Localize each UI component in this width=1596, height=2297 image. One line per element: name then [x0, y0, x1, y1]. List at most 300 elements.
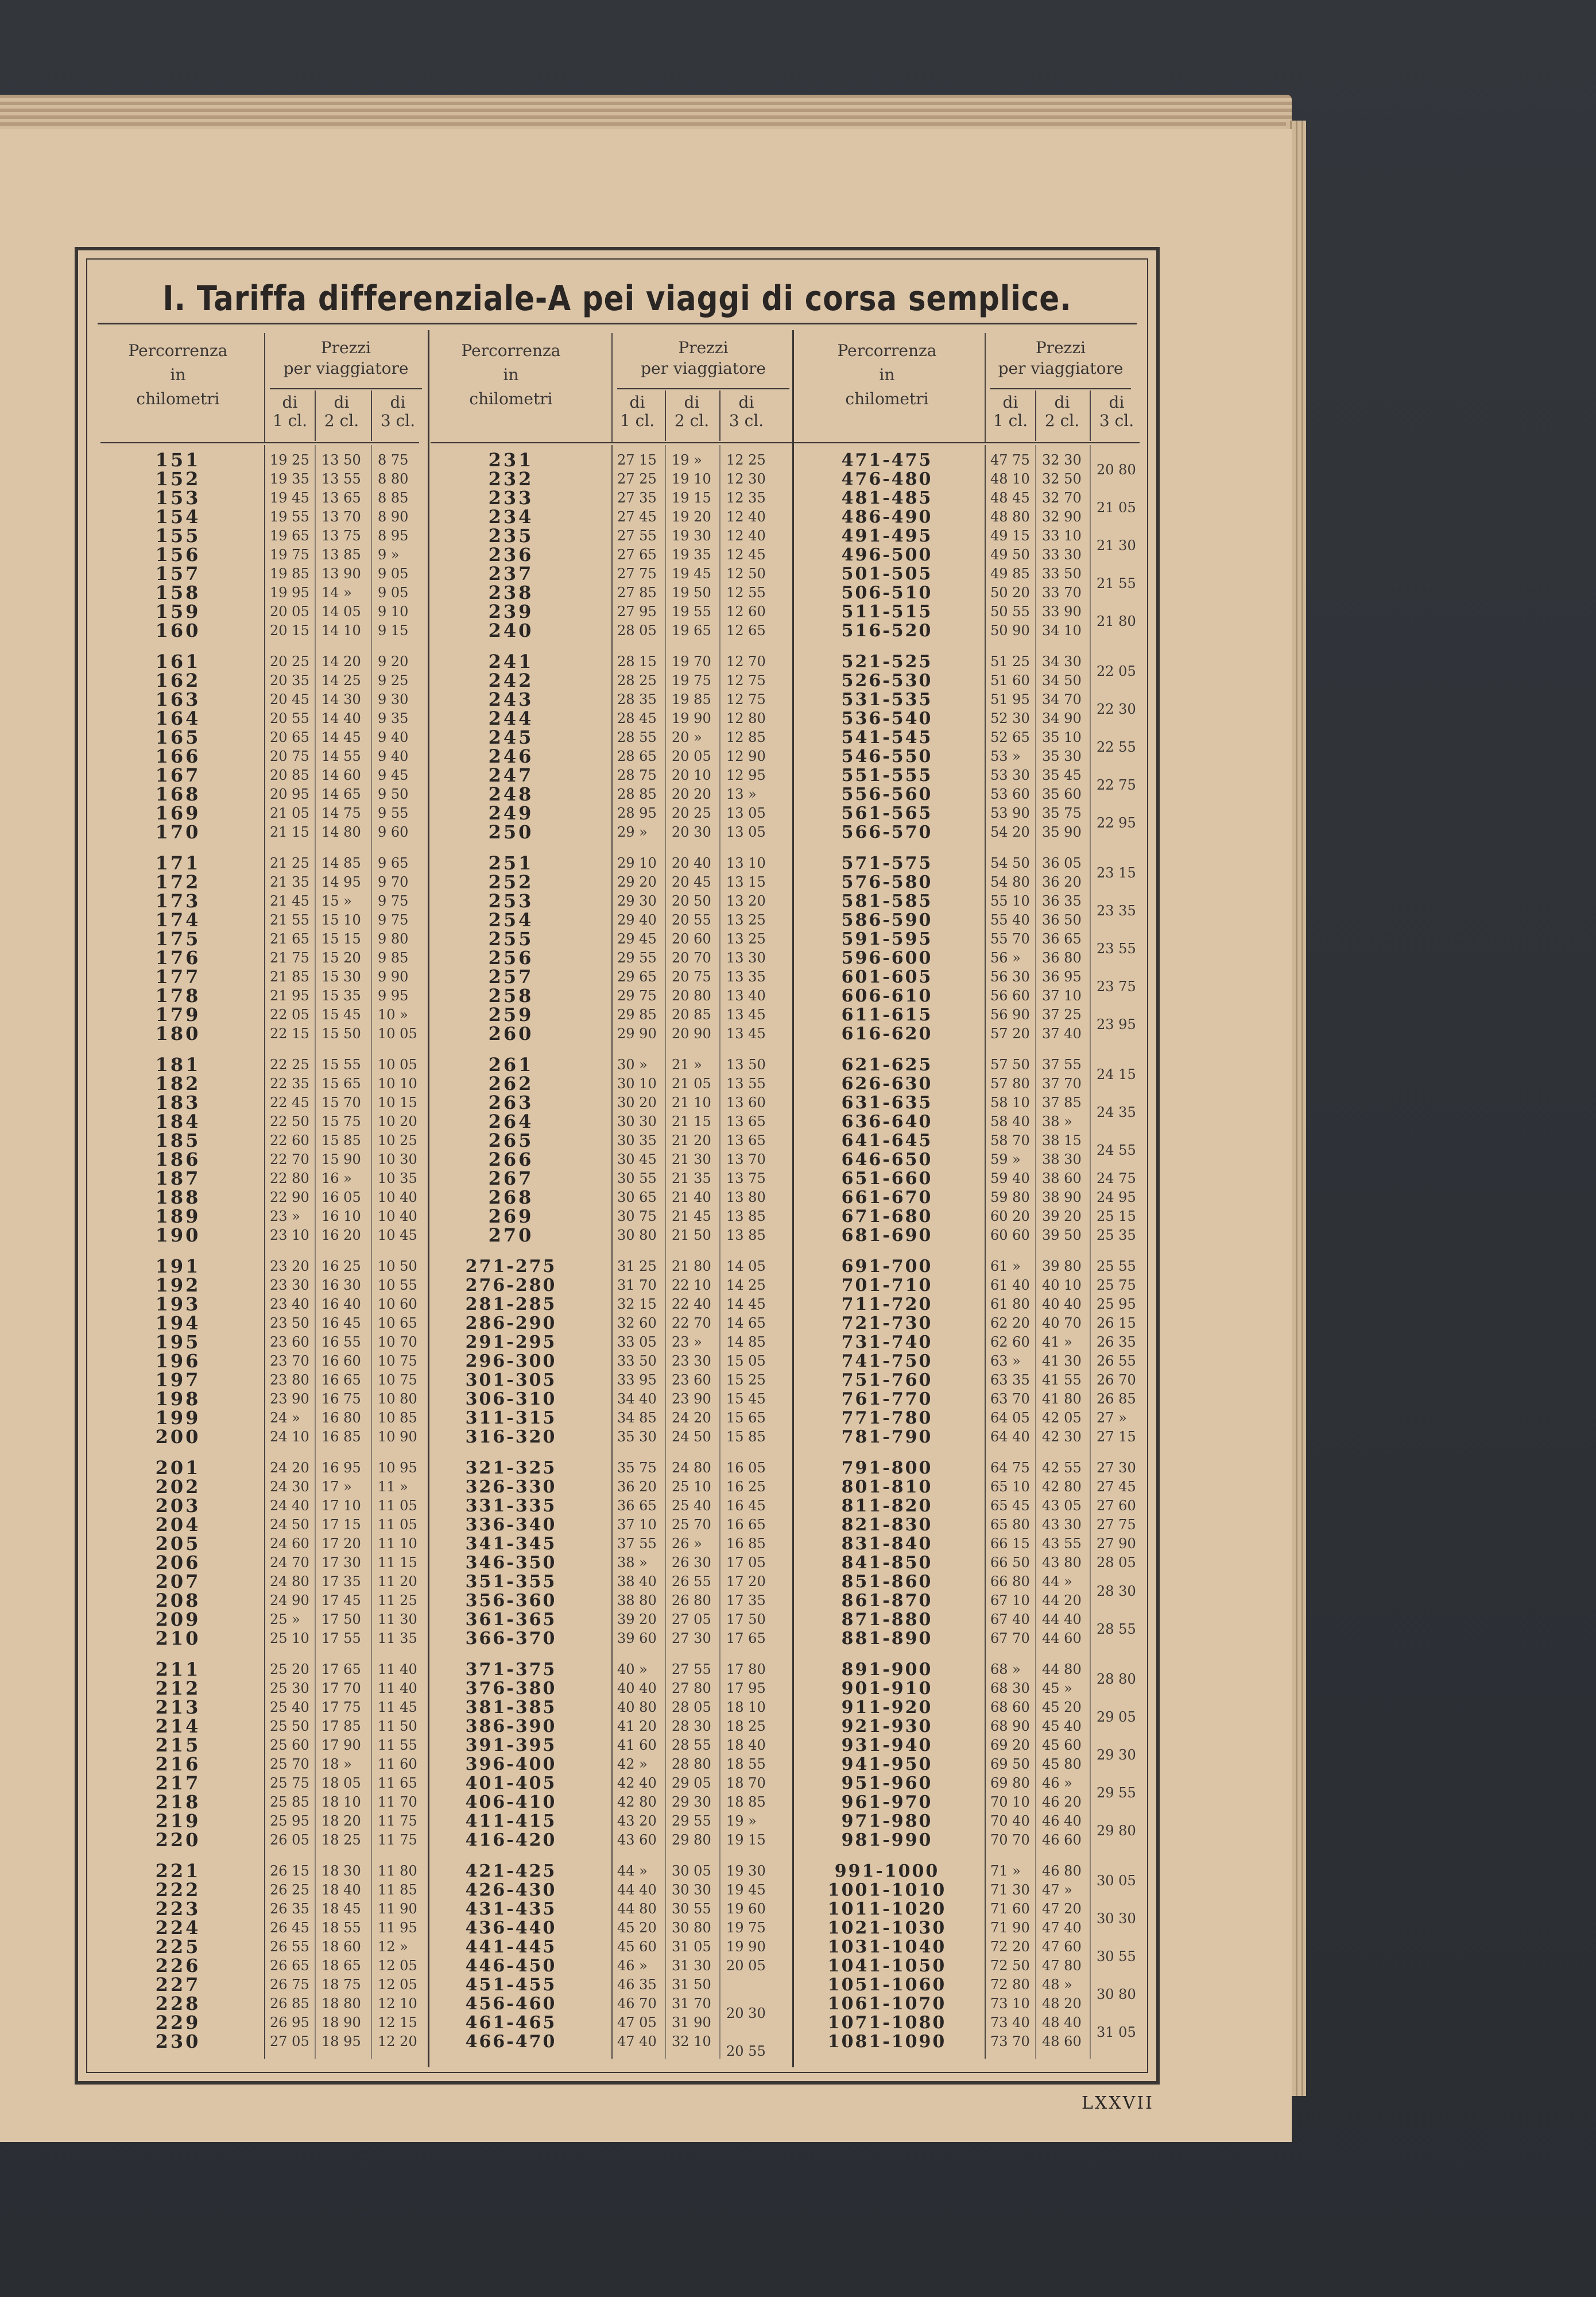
row-km: 561-565: [841, 803, 933, 823]
row-km: 258: [488, 985, 534, 1007]
row-km: 222: [155, 1879, 201, 1901]
price-1cl: 47 75: [990, 452, 1030, 468]
price-1cl: 20 45: [270, 691, 309, 707]
row-km: 235: [488, 525, 534, 547]
price-3cl-shared: 24 55: [1097, 1142, 1136, 1158]
table-row: [428, 508, 809, 527]
header-class-rule: [1035, 390, 1036, 441]
price-1cl: 46 70: [617, 1996, 657, 2012]
price-1cl: 58 40: [990, 1113, 1030, 1130]
table-row: [792, 785, 1148, 804]
price-1cl: 19 95: [270, 585, 309, 601]
price-3cl: 19 »: [726, 1813, 757, 1829]
price-1cl: 30 20: [617, 1095, 657, 1111]
price-3cl: 10 75: [378, 1353, 417, 1369]
price-2cl: 30 55: [672, 1901, 711, 1917]
price-3cl-shared: 28 80: [1097, 1671, 1136, 1687]
table-row: [792, 1698, 1148, 1717]
table-row: [792, 1515, 1148, 1534]
price-3cl: 9 65: [378, 855, 409, 871]
table-row: [98, 652, 428, 671]
price-2cl: 42 05: [1042, 1410, 1082, 1426]
row-km: 681-690: [841, 1225, 933, 1246]
header-class-line: di: [1109, 393, 1125, 412]
table-row: [792, 930, 1148, 949]
price-3cl: 12 50: [726, 566, 766, 582]
price-1cl: 28 05: [617, 622, 657, 639]
table-row: [98, 671, 428, 690]
price-3cl: 16 05: [726, 1460, 766, 1476]
price-1cl: 71 30: [990, 1882, 1030, 1898]
price-1cl: 68 90: [990, 1718, 1030, 1734]
price-1cl: 21 65: [270, 931, 309, 947]
price-2cl: 24 80: [672, 1460, 711, 1476]
table-row: [792, 1629, 1148, 1648]
row-km: 401-405: [465, 1773, 557, 1793]
row-km: 183: [155, 1092, 201, 1113]
price-1cl: 20 25: [270, 653, 309, 670]
price-3cl-shared: 30 05: [1097, 1873, 1136, 1889]
price-1cl: 53 60: [990, 786, 1030, 802]
header-prezzi: [985, 338, 1137, 379]
price-2cl: 13 65: [321, 490, 361, 506]
price-1cl: 51 95: [990, 691, 1030, 707]
price-1cl: 39 20: [617, 1611, 657, 1627]
table-row: [428, 1150, 809, 1169]
price-3cl-shared: 29 30: [1097, 1747, 1136, 1763]
price-3cl: 11 25: [378, 1592, 417, 1608]
table-row: [428, 1352, 809, 1371]
row-km: 217: [155, 1772, 201, 1794]
price-2cl: 36 80: [1042, 950, 1082, 966]
row-km: 661-670: [841, 1188, 933, 1208]
price-1cl: 28 15: [617, 653, 657, 670]
table-row: [98, 1591, 428, 1610]
price-1cl: 34 40: [617, 1391, 657, 1407]
price-3cl: 10 80: [378, 1391, 417, 1407]
table-row: [98, 1131, 428, 1150]
price-2cl: 43 80: [1042, 1554, 1082, 1571]
row-km: 216: [155, 1753, 201, 1775]
price-1cl: 63 70: [990, 1391, 1030, 1407]
table-row: [98, 564, 428, 583]
price-1cl: 29 »: [617, 824, 648, 840]
table-row: [428, 1862, 809, 1881]
price-3cl-shared: 21 05: [1097, 500, 1136, 516]
price-3cl-shared: 30 30: [1097, 1911, 1136, 1927]
price-2cl: 28 30: [672, 1718, 711, 1734]
price-3cl: 8 75: [378, 452, 409, 468]
price-2cl: 14 40: [321, 710, 361, 726]
table-row: [98, 602, 428, 621]
row-km: 200: [155, 1426, 201, 1448]
price-3cl: 10 40: [378, 1189, 417, 1205]
price-1cl: 57 50: [990, 1057, 1030, 1073]
price-3cl: 18 40: [726, 1737, 766, 1753]
price-1cl: 66 50: [990, 1554, 1030, 1571]
price-1cl: 40 80: [617, 1699, 657, 1715]
price-3cl: 11 20: [378, 1573, 417, 1590]
price-1cl: 60 60: [990, 1227, 1030, 1243]
price-2cl: 16 40: [321, 1296, 361, 1312]
table-row: [98, 1938, 428, 1956]
price-3cl: 13 40: [726, 988, 766, 1004]
header-class-line: 3 cl.: [380, 411, 416, 430]
row-km: 178: [155, 985, 201, 1007]
price-3cl: 17 35: [726, 1592, 766, 1608]
price-2cl: 13 85: [321, 547, 361, 563]
row-km: 541-545: [841, 728, 933, 748]
price-2cl: 44 »: [1042, 1573, 1072, 1590]
price-1cl: 21 75: [270, 950, 309, 966]
header-percorrenza-line: Percorrenza: [461, 341, 561, 360]
price-2cl: 19 35: [672, 547, 711, 563]
table-row: [792, 1459, 1148, 1478]
price-2cl: 26 »: [672, 1536, 702, 1552]
row-km: 556-560: [841, 784, 933, 805]
header-class-line: 2 cl.: [1044, 411, 1080, 430]
row-km: 175: [155, 928, 201, 950]
row-km: 179: [155, 1004, 201, 1026]
row-km: 271-275: [465, 1256, 557, 1277]
row-km: 971-980: [841, 1811, 933, 1831]
table-row: [792, 1295, 1148, 1314]
row-km: 1031-1040: [827, 1937, 947, 1957]
price-1cl: 62 60: [990, 1334, 1030, 1350]
price-3cl: 27 15: [1097, 1429, 1136, 1445]
row-km: 245: [488, 726, 534, 748]
table-row: [98, 1994, 428, 2013]
price-3cl: 12 85: [726, 729, 766, 745]
table-row: [792, 949, 1148, 968]
row-km: 306-310: [465, 1389, 557, 1409]
price-1cl: 23 10: [270, 1227, 309, 1243]
price-3cl: 13 »: [726, 786, 757, 802]
price-1cl: 19 85: [270, 566, 309, 582]
price-3cl-shared: 22 05: [1097, 663, 1136, 679]
price-1cl: 72 50: [990, 1958, 1030, 1974]
row-km: 187: [155, 1167, 201, 1189]
price-2cl: 47 40: [1042, 1920, 1082, 1936]
row-km: 431-435: [465, 1899, 557, 1919]
price-2cl: 21 30: [672, 1151, 711, 1167]
price-2cl: 17 »: [321, 1479, 352, 1495]
price-3cl: 11 15: [378, 1554, 417, 1571]
table-row: [428, 1736, 809, 1755]
price-3cl: 16 45: [726, 1498, 766, 1514]
price-3cl: 18 10: [726, 1699, 766, 1715]
header-class-2: [1036, 393, 1088, 430]
table-row: [98, 1679, 428, 1698]
table-row: [98, 1534, 428, 1553]
price-1cl: 46 35: [617, 1977, 657, 1993]
table-row: [792, 1862, 1148, 1881]
price-1cl: 48 80: [990, 509, 1030, 525]
price-2cl: 38 30: [1042, 1151, 1082, 1167]
header-percorrenza-line: in: [170, 365, 186, 384]
price-3cl: 11 45: [378, 1699, 417, 1715]
table-row: [792, 1938, 1148, 1956]
price-2cl: 47 60: [1042, 1939, 1082, 1955]
price-2cl: 41 80: [1042, 1391, 1082, 1407]
price-3cl: 16 85: [726, 1536, 766, 1552]
price-2cl: 19 65: [672, 622, 711, 639]
row-km: 207: [155, 1571, 201, 1592]
table-row: [428, 911, 809, 930]
row-km: 159: [155, 601, 201, 622]
price-3cl: 17 05: [726, 1554, 766, 1571]
table-row: [98, 1956, 428, 1975]
price-2cl: 17 35: [321, 1573, 361, 1590]
price-2cl: 35 90: [1042, 824, 1082, 840]
price-2cl: 42 55: [1042, 1460, 1082, 1476]
price-2cl: 14 95: [321, 874, 361, 890]
table-row: [428, 671, 809, 690]
price-2cl: 36 35: [1042, 893, 1082, 909]
price-1cl: 24 70: [270, 1554, 309, 1571]
header-percorrenza-line: Percorrenza: [837, 341, 937, 360]
price-2cl: 21 45: [672, 1208, 711, 1224]
price-1cl: 43 20: [617, 1813, 657, 1829]
header-percorrenza-line: in: [879, 365, 895, 384]
price-1cl: 27 25: [617, 471, 657, 487]
price-3cl: 19 75: [726, 1920, 766, 1936]
price-1cl: 61 »: [990, 1258, 1021, 1274]
price-2cl: 14 05: [321, 604, 361, 620]
row-km: 152: [155, 468, 201, 490]
table-row: [792, 2013, 1148, 2032]
row-km: 204: [155, 1514, 201, 1536]
table-row: [98, 470, 428, 489]
price-3cl: 9 40: [378, 748, 409, 764]
price-2cl: 44 60: [1042, 1630, 1082, 1646]
price-3cl: 11 75: [378, 1832, 417, 1848]
price-1cl: 29 55: [617, 950, 657, 966]
row-km: 227: [155, 1974, 201, 1996]
price-2cl: 21 15: [672, 1113, 711, 1130]
price-1cl: 59 »: [990, 1151, 1021, 1167]
row-km: 316-320: [465, 1427, 557, 1447]
price-2cl: 39 80: [1042, 1258, 1082, 1274]
price-3cl-shared: 29 05: [1097, 1709, 1136, 1725]
price-2cl: 33 30: [1042, 547, 1082, 563]
row-km: 611-615: [841, 1005, 933, 1025]
price-3cl: 16 25: [726, 1479, 766, 1495]
row-km: 173: [155, 890, 201, 912]
table-row: [98, 892, 428, 911]
price-3cl: 15 25: [726, 1372, 766, 1388]
price-3cl: 12 80: [726, 710, 766, 726]
price-1cl: 26 55: [270, 1939, 309, 1955]
price-2cl: 16 45: [321, 1315, 361, 1331]
header-prezzi-line: per viaggiatore: [283, 359, 409, 378]
header-class-line: 1 cl.: [272, 411, 308, 430]
price-1cl: 73 70: [990, 2033, 1030, 2049]
price-2cl: 40 70: [1042, 1315, 1082, 1331]
table-row: [428, 1881, 809, 1900]
price-1cl: 32 15: [617, 1296, 657, 1312]
row-km: 551-555: [841, 765, 933, 786]
price-1cl: 29 10: [617, 855, 657, 871]
table-row: [98, 1629, 428, 1648]
price-3cl: 10 65: [378, 1315, 417, 1331]
row-km: 606-610: [841, 986, 933, 1006]
table-row: [98, 728, 428, 747]
price-2cl: 48 60: [1042, 2033, 1082, 2049]
price-3cl-shared: 24 35: [1097, 1104, 1136, 1120]
header-class-rule: [665, 390, 666, 441]
price-3cl: 13 20: [726, 893, 766, 909]
header-percorrenza: [428, 339, 594, 411]
price-2cl: 19 55: [672, 604, 711, 620]
price-3cl: 10 70: [378, 1334, 417, 1350]
price-2cl: 37 40: [1042, 1026, 1082, 1042]
price-2cl: 47 »: [1042, 1882, 1072, 1898]
price-1cl: 21 15: [270, 824, 309, 840]
price-3cl: 14 05: [726, 1258, 766, 1274]
price-1cl: 35 75: [617, 1460, 657, 1476]
price-3cl: 9 10: [378, 604, 409, 620]
table-row: [428, 1938, 809, 1956]
price-2cl: 24 20: [672, 1410, 711, 1426]
row-km: 451-455: [465, 1975, 557, 1995]
price-3cl: 12 45: [726, 547, 766, 563]
price-1cl: 25 95: [270, 1813, 309, 1829]
price-2cl: 20 55: [672, 912, 711, 928]
price-3cl: 9 40: [378, 729, 409, 745]
price-2cl: 47 20: [1042, 1901, 1082, 1917]
table-row: [792, 564, 1148, 583]
row-km: 229: [155, 2012, 201, 2033]
price-1cl: 69 20: [990, 1737, 1030, 1753]
price-1cl: 33 50: [617, 1353, 657, 1369]
price-3cl: 12 05: [378, 1958, 417, 1974]
price-3cl-shared: 21 30: [1097, 537, 1136, 554]
price-2cl: 37 25: [1042, 1007, 1082, 1023]
price-1cl: 25 85: [270, 1794, 309, 1810]
row-km: 184: [155, 1111, 201, 1132]
table-row: [98, 1333, 428, 1352]
price-2cl: 35 45: [1042, 767, 1082, 783]
row-km: 201: [155, 1457, 201, 1479]
row-km: 471-475: [841, 450, 933, 470]
table-row: [428, 527, 809, 546]
price-1cl: 27 15: [617, 452, 657, 468]
price-2cl: 15 45: [321, 1007, 361, 1023]
table-row: [792, 1900, 1148, 1919]
price-1cl: 25 75: [270, 1775, 309, 1791]
price-2cl: 36 05: [1042, 855, 1082, 871]
price-3cl: 10 60: [378, 1296, 417, 1312]
price-1cl: 36 65: [617, 1498, 657, 1514]
table-row: [792, 1006, 1148, 1024]
row-km: 371-375: [465, 1660, 557, 1680]
row-km: 621-625: [841, 1055, 933, 1075]
header-class-3: [1091, 393, 1142, 430]
table-row: [792, 1956, 1148, 1975]
table-row: [428, 1074, 809, 1093]
price-3cl: 10 95: [378, 1460, 417, 1476]
table-row: [98, 1459, 428, 1478]
price-3cl-shared: 22 75: [1097, 777, 1136, 793]
table-row: [428, 854, 809, 873]
row-km: 157: [155, 563, 201, 585]
price-2cl: 34 70: [1042, 691, 1082, 707]
table-row: [792, 1572, 1148, 1591]
row-km: 247: [488, 764, 534, 786]
table-row: [428, 1629, 809, 1648]
table-row: [792, 621, 1148, 640]
table-row: [98, 1881, 428, 1900]
price-1cl: 73 10: [990, 1996, 1030, 2012]
price-3cl: 13 85: [726, 1208, 766, 1224]
table-row: [428, 1831, 809, 1850]
table-row: [98, 527, 428, 546]
row-km: 237: [488, 563, 534, 585]
header-bottom-rule: [100, 442, 419, 443]
price-1cl: 26 65: [270, 1958, 309, 1974]
price-1cl: 25 10: [270, 1630, 309, 1646]
price-1cl: 59 40: [990, 1170, 1030, 1186]
row-km: 269: [488, 1205, 534, 1227]
price-3cl: 13 85: [726, 1227, 766, 1243]
table-row: [98, 1314, 428, 1333]
price-3cl: 9 90: [378, 969, 409, 985]
table-row: [428, 1226, 809, 1245]
row-km: 591-595: [841, 929, 933, 949]
price-3cl: 17 65: [726, 1630, 766, 1646]
price-2cl: 19 90: [672, 710, 711, 726]
price-3cl: 13 25: [726, 931, 766, 947]
price-3cl-shared: 23 95: [1097, 1016, 1136, 1033]
price-3cl: 14 85: [726, 1334, 766, 1350]
table-row: [428, 621, 809, 640]
row-km: 230: [155, 2031, 201, 2052]
price-1cl: 54 20: [990, 824, 1030, 840]
table-row: [428, 602, 809, 621]
price-3cl: 9 75: [378, 893, 409, 909]
row-km: 155: [155, 525, 201, 547]
row-km: 501-505: [841, 564, 933, 584]
row-km: 172: [155, 871, 201, 893]
price-1cl: 67 10: [990, 1592, 1030, 1608]
price-1cl: 26 25: [270, 1882, 309, 1898]
price-2cl: 17 30: [321, 1554, 361, 1571]
price-2cl: 25 70: [672, 1517, 711, 1533]
price-1cl: 26 15: [270, 1863, 309, 1879]
row-km: 406-410: [465, 1792, 557, 1812]
price-2cl: 27 80: [672, 1680, 711, 1696]
price-2cl: 25 40: [672, 1498, 711, 1514]
row-km: 208: [155, 1590, 201, 1611]
table-row: [792, 1428, 1148, 1447]
price-3cl-shared: 22 55: [1097, 739, 1136, 755]
price-3cl: 10 45: [378, 1227, 417, 1243]
table-row: [98, 451, 428, 470]
row-km: 531-535: [841, 690, 933, 710]
price-2cl: 20 25: [672, 805, 711, 821]
price-1cl: 45 60: [617, 1939, 657, 1955]
table-row: [428, 709, 809, 728]
price-3cl: 10 90: [378, 1429, 417, 1445]
row-km: 516-520: [841, 621, 933, 641]
price-2cl: 21 35: [672, 1170, 711, 1186]
row-km: 193: [155, 1293, 201, 1315]
price-3cl: 26 55: [1097, 1353, 1136, 1369]
price-3cl: 13 70: [726, 1151, 766, 1167]
table-row: [98, 1736, 428, 1755]
price-2cl: 15 75: [321, 1113, 361, 1130]
